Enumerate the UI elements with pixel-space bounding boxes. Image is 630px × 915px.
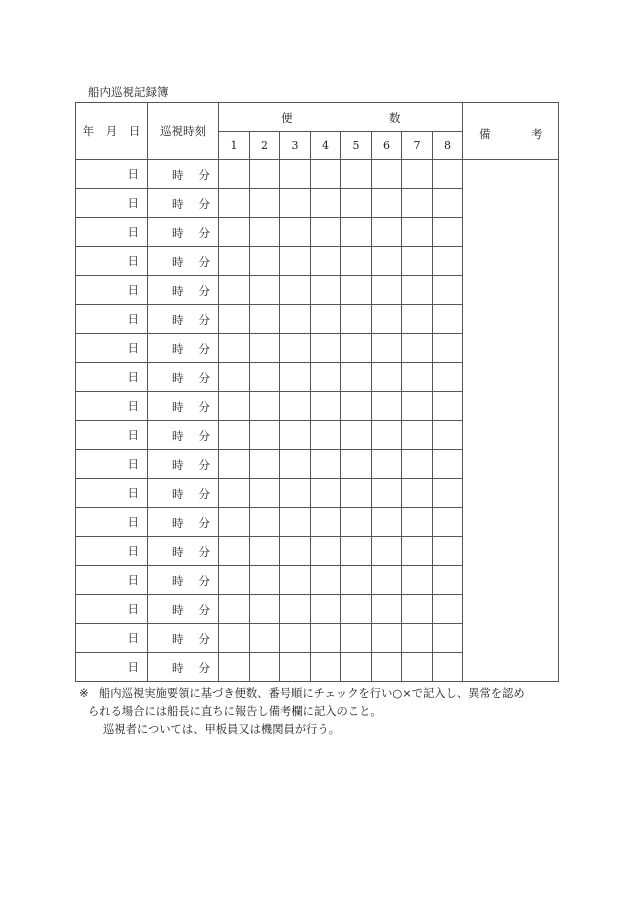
check-cell[interactable] — [250, 595, 280, 624]
check-cell[interactable] — [341, 653, 372, 682]
check-cell[interactable] — [433, 363, 463, 392]
header-date — [76, 103, 148, 160]
date-cell[interactable]: 日 — [76, 160, 148, 189]
check-cell[interactable] — [280, 479, 311, 508]
check-cell[interactable] — [341, 508, 372, 537]
check-cell[interactable] — [280, 450, 311, 479]
trip-number-header: 1 — [219, 132, 250, 160]
check-cell[interactable] — [372, 305, 402, 334]
check-cell[interactable] — [402, 334, 433, 363]
minute-label: 分 — [198, 574, 210, 588]
check-cell[interactable] — [250, 305, 280, 334]
minute-label: 分 — [198, 400, 210, 414]
date-cell[interactable]: 日 — [76, 624, 148, 653]
check-cell[interactable] — [280, 595, 311, 624]
check-cell[interactable] — [341, 450, 372, 479]
check-cell[interactable] — [402, 189, 433, 218]
check-cell[interactable] — [219, 537, 250, 566]
check-cell[interactable] — [280, 276, 311, 305]
check-cell[interactable] — [402, 479, 433, 508]
check-cell[interactable] — [402, 537, 433, 566]
check-cell[interactable] — [402, 247, 433, 276]
hour-label: 時 — [172, 661, 184, 675]
check-cell[interactable] — [280, 247, 311, 276]
check-cell[interactable] — [219, 218, 250, 247]
check-cell[interactable] — [341, 305, 372, 334]
hour-label: 時 — [172, 226, 184, 240]
check-cell[interactable] — [280, 363, 311, 392]
hour-label: 時 — [172, 313, 184, 327]
footnote-line-3: 巡視者については、甲板員又は機関員が行う。 — [103, 723, 341, 736]
time-cell[interactable] — [148, 566, 219, 595]
date-cell[interactable]: 日 — [76, 421, 148, 450]
date-cell[interactable]: 日 — [76, 566, 148, 595]
check-cell[interactable] — [372, 508, 402, 537]
minute-label: 分 — [198, 545, 210, 559]
time-cell[interactable] — [148, 363, 219, 392]
minute-label: 分 — [198, 603, 210, 617]
check-cell[interactable] — [219, 479, 250, 508]
time-cell[interactable] — [148, 479, 219, 508]
footnote — [79, 685, 559, 739]
check-cell[interactable] — [219, 247, 250, 276]
check-cell[interactable] — [341, 392, 372, 421]
minute-label: 分 — [198, 255, 210, 269]
hour-label: 時 — [172, 632, 184, 646]
date-cell[interactable]: 日 — [76, 537, 148, 566]
time-cell[interactable] — [148, 160, 219, 189]
time-cell[interactable] — [148, 450, 219, 479]
check-cell[interactable] — [433, 392, 463, 421]
check-cell[interactable] — [372, 421, 402, 450]
check-cell[interactable] — [372, 247, 402, 276]
hour-label: 時 — [172, 197, 184, 211]
check-cell[interactable] — [372, 218, 402, 247]
check-cell[interactable] — [402, 595, 433, 624]
check-cell[interactable] — [402, 218, 433, 247]
check-cell[interactable] — [250, 276, 280, 305]
hour-label: 時 — [172, 574, 184, 588]
check-cell[interactable] — [433, 537, 463, 566]
date-cell[interactable]: 日 — [76, 595, 148, 624]
check-cell[interactable] — [311, 595, 341, 624]
check-cell[interactable] — [433, 160, 463, 189]
time-cell[interactable] — [148, 247, 219, 276]
check-cell[interactable] — [402, 305, 433, 334]
header-day: 日 — [128, 124, 141, 138]
check-cell[interactable] — [341, 218, 372, 247]
check-cell[interactable] — [341, 276, 372, 305]
date-cell[interactable]: 日 — [76, 218, 148, 247]
date-cell[interactable]: 日 — [76, 189, 148, 218]
date-cell[interactable]: 日 — [76, 305, 148, 334]
check-cell[interactable] — [402, 363, 433, 392]
check-cell[interactable] — [250, 421, 280, 450]
hour-label: 時 — [172, 168, 184, 182]
check-cell[interactable] — [341, 566, 372, 595]
check-cell[interactable] — [402, 653, 433, 682]
time-cell[interactable] — [148, 537, 219, 566]
trip-number-header: 6 — [372, 132, 402, 160]
check-cell[interactable] — [372, 160, 402, 189]
check-cell[interactable] — [311, 392, 341, 421]
check-cell[interactable] — [341, 595, 372, 624]
note-mark: ※ — [79, 687, 89, 700]
minute-label: 分 — [198, 197, 210, 211]
time-cell[interactable] — [148, 508, 219, 537]
check-cell[interactable] — [433, 653, 463, 682]
hour-label: 時 — [172, 255, 184, 269]
check-cell[interactable] — [250, 334, 280, 363]
trip-number-header: 2 — [250, 132, 280, 160]
time-cell[interactable] — [148, 595, 219, 624]
check-cell[interactable] — [341, 334, 372, 363]
check-cell[interactable] — [219, 189, 250, 218]
hour-label: 時 — [172, 516, 184, 530]
check-cell[interactable] — [219, 160, 250, 189]
check-cell[interactable] — [250, 508, 280, 537]
hour-label: 時 — [172, 342, 184, 356]
check-cell[interactable] — [219, 450, 250, 479]
check-cell[interactable] — [311, 508, 341, 537]
check-cell[interactable] — [250, 363, 280, 392]
check-cell[interactable] — [372, 653, 402, 682]
time-cell[interactable] — [148, 624, 219, 653]
check-cell[interactable] — [402, 508, 433, 537]
document-title: 船内巡視記録簿 — [88, 85, 169, 99]
date-cell[interactable]: 日 — [76, 392, 148, 421]
check-cell[interactable] — [341, 189, 372, 218]
check-cell[interactable] — [402, 392, 433, 421]
check-cell[interactable] — [372, 479, 402, 508]
hour-label: 時 — [172, 429, 184, 443]
check-cell[interactable] — [341, 479, 372, 508]
header-notes-label-b: 考 — [531, 127, 543, 141]
trip-number-header: 3 — [280, 132, 311, 160]
log-row — [76, 160, 559, 189]
check-cell[interactable] — [219, 508, 250, 537]
check-cell[interactable] — [433, 421, 463, 450]
check-cell[interactable] — [311, 247, 341, 276]
check-cell[interactable] — [219, 421, 250, 450]
time-cell[interactable] — [148, 653, 219, 682]
check-cell[interactable] — [311, 305, 341, 334]
date-cell[interactable]: 日 — [76, 653, 148, 682]
minute-label: 分 — [198, 168, 210, 182]
check-cell[interactable] — [311, 334, 341, 363]
check-cell[interactable] — [280, 653, 311, 682]
date-cell[interactable]: 日 — [76, 276, 148, 305]
minute-label: 分 — [198, 371, 210, 385]
check-cell[interactable] — [433, 247, 463, 276]
check-cell[interactable] — [311, 566, 341, 595]
minute-label: 分 — [198, 313, 210, 327]
patrol-log-table — [75, 102, 559, 682]
minute-label: 分 — [198, 284, 210, 298]
check-cell[interactable] — [311, 363, 341, 392]
check-cell[interactable] — [219, 305, 250, 334]
check-cell[interactable] — [280, 189, 311, 218]
date-cell[interactable]: 日 — [76, 334, 148, 363]
check-cell[interactable] — [311, 479, 341, 508]
check-cell[interactable] — [402, 450, 433, 479]
time-cell[interactable] — [148, 276, 219, 305]
check-cell[interactable] — [250, 189, 280, 218]
check-cell[interactable] — [433, 276, 463, 305]
check-cell[interactable] — [280, 160, 311, 189]
minute-label: 分 — [198, 342, 210, 356]
check-cell[interactable] — [311, 421, 341, 450]
check-cell[interactable] — [250, 624, 280, 653]
header-patrol-time: 巡視時刻 — [148, 103, 219, 160]
date-cell[interactable]: 日 — [76, 247, 148, 276]
hour-label: 時 — [172, 487, 184, 501]
check-cell[interactable] — [280, 566, 311, 595]
header-notes-label-a: 備 — [479, 127, 491, 141]
time-cell[interactable] — [148, 218, 219, 247]
check-cell[interactable] — [219, 392, 250, 421]
check-cell[interactable] — [250, 160, 280, 189]
minute-label: 分 — [198, 458, 210, 472]
check-cell[interactable] — [250, 566, 280, 595]
check-cell[interactable] — [219, 595, 250, 624]
time-cell[interactable] — [148, 334, 219, 363]
check-cell[interactable] — [219, 624, 250, 653]
minute-label: 分 — [198, 429, 210, 443]
check-cell[interactable] — [372, 276, 402, 305]
check-cell[interactable] — [250, 247, 280, 276]
date-cell[interactable]: 日 — [76, 479, 148, 508]
minute-label: 分 — [198, 632, 210, 646]
hour-label: 時 — [172, 400, 184, 414]
hour-label: 時 — [172, 284, 184, 298]
check-cell[interactable] — [433, 479, 463, 508]
check-cell[interactable] — [311, 189, 341, 218]
check-cell[interactable] — [433, 218, 463, 247]
check-cell[interactable] — [219, 363, 250, 392]
check-cell[interactable] — [250, 218, 280, 247]
check-cell[interactable] — [341, 537, 372, 566]
check-cell[interactable] — [372, 392, 402, 421]
check-cell[interactable] — [280, 334, 311, 363]
header-trip-label-a: 便 — [281, 111, 293, 125]
check-cell[interactable] — [341, 247, 372, 276]
check-cell[interactable] — [341, 160, 372, 189]
minute-label: 分 — [198, 226, 210, 240]
check-cell[interactable] — [433, 566, 463, 595]
header-trip-label-b: 数 — [389, 111, 401, 125]
time-cell[interactable] — [148, 189, 219, 218]
check-cell[interactable] — [280, 421, 311, 450]
check-cell[interactable] — [402, 624, 433, 653]
header-month: 月 — [105, 124, 118, 138]
check-cell[interactable] — [280, 218, 311, 247]
trip-number-header: 4 — [311, 132, 341, 160]
check-cell[interactable] — [372, 566, 402, 595]
check-cell[interactable] — [402, 566, 433, 595]
check-cell[interactable] — [311, 276, 341, 305]
check-cell[interactable] — [433, 595, 463, 624]
check-cell[interactable] — [433, 334, 463, 363]
check-cell[interactable] — [372, 334, 402, 363]
check-cell[interactable] — [311, 160, 341, 189]
check-cell[interactable] — [311, 537, 341, 566]
check-cell[interactable] — [433, 508, 463, 537]
check-cell[interactable] — [219, 653, 250, 682]
check-cell[interactable] — [280, 624, 311, 653]
check-cell[interactable] — [280, 537, 311, 566]
trip-number-header: 8 — [433, 132, 463, 160]
check-cell[interactable] — [219, 276, 250, 305]
check-cell[interactable] — [372, 189, 402, 218]
check-cell[interactable] — [433, 189, 463, 218]
check-cell[interactable] — [250, 392, 280, 421]
check-cell[interactable] — [250, 653, 280, 682]
check-cell[interactable] — [372, 595, 402, 624]
check-cell[interactable] — [433, 305, 463, 334]
check-cell[interactable] — [280, 305, 311, 334]
check-cell[interactable] — [433, 450, 463, 479]
check-cell[interactable] — [311, 653, 341, 682]
hour-label: 時 — [172, 371, 184, 385]
header-notes — [463, 103, 559, 160]
check-cell[interactable] — [372, 363, 402, 392]
minute-label: 分 — [198, 661, 210, 675]
check-cell[interactable] — [311, 624, 341, 653]
check-cell[interactable] — [280, 508, 311, 537]
check-cell[interactable] — [311, 450, 341, 479]
check-cell[interactable] — [219, 334, 250, 363]
date-cell[interactable]: 日 — [76, 363, 148, 392]
header-trip-count — [219, 103, 463, 132]
minute-label: 分 — [198, 516, 210, 530]
check-cell[interactable] — [372, 624, 402, 653]
minute-label: 分 — [198, 487, 210, 501]
hour-label: 時 — [172, 603, 184, 617]
date-cell[interactable]: 日 — [76, 450, 148, 479]
check-cell[interactable] — [402, 421, 433, 450]
check-cell[interactable] — [219, 566, 250, 595]
check-cell[interactable] — [372, 450, 402, 479]
footnote-line-1: ※ 船内巡視実施要領に基づき便数、番号順にチェックを行い○×で記入し、異常を認め — [79, 685, 559, 703]
check-cell[interactable] — [433, 624, 463, 653]
check-cell[interactable] — [372, 537, 402, 566]
check-cell[interactable] — [341, 624, 372, 653]
time-cell[interactable] — [148, 421, 219, 450]
check-cell[interactable] — [250, 537, 280, 566]
check-cell[interactable] — [311, 218, 341, 247]
hour-label: 時 — [172, 458, 184, 472]
check-cell[interactable] — [341, 363, 372, 392]
time-cell[interactable] — [148, 305, 219, 334]
footnote-line-2: られる場合には船長に直ちに報告し備考欄に記入のこと。 — [88, 705, 382, 718]
trip-number-header: 7 — [402, 132, 433, 160]
check-cell[interactable] — [250, 479, 280, 508]
time-cell[interactable] — [148, 392, 219, 421]
trip-number-header: 5 — [341, 132, 372, 160]
check-cell[interactable] — [402, 160, 433, 189]
date-cell[interactable]: 日 — [76, 508, 148, 537]
check-cell[interactable] — [402, 276, 433, 305]
header-year: 年 — [82, 124, 95, 138]
hour-label: 時 — [172, 545, 184, 559]
notes-cell[interactable] — [463, 160, 559, 682]
check-cell[interactable] — [250, 450, 280, 479]
check-cell[interactable] — [280, 392, 311, 421]
check-cell[interactable] — [341, 421, 372, 450]
